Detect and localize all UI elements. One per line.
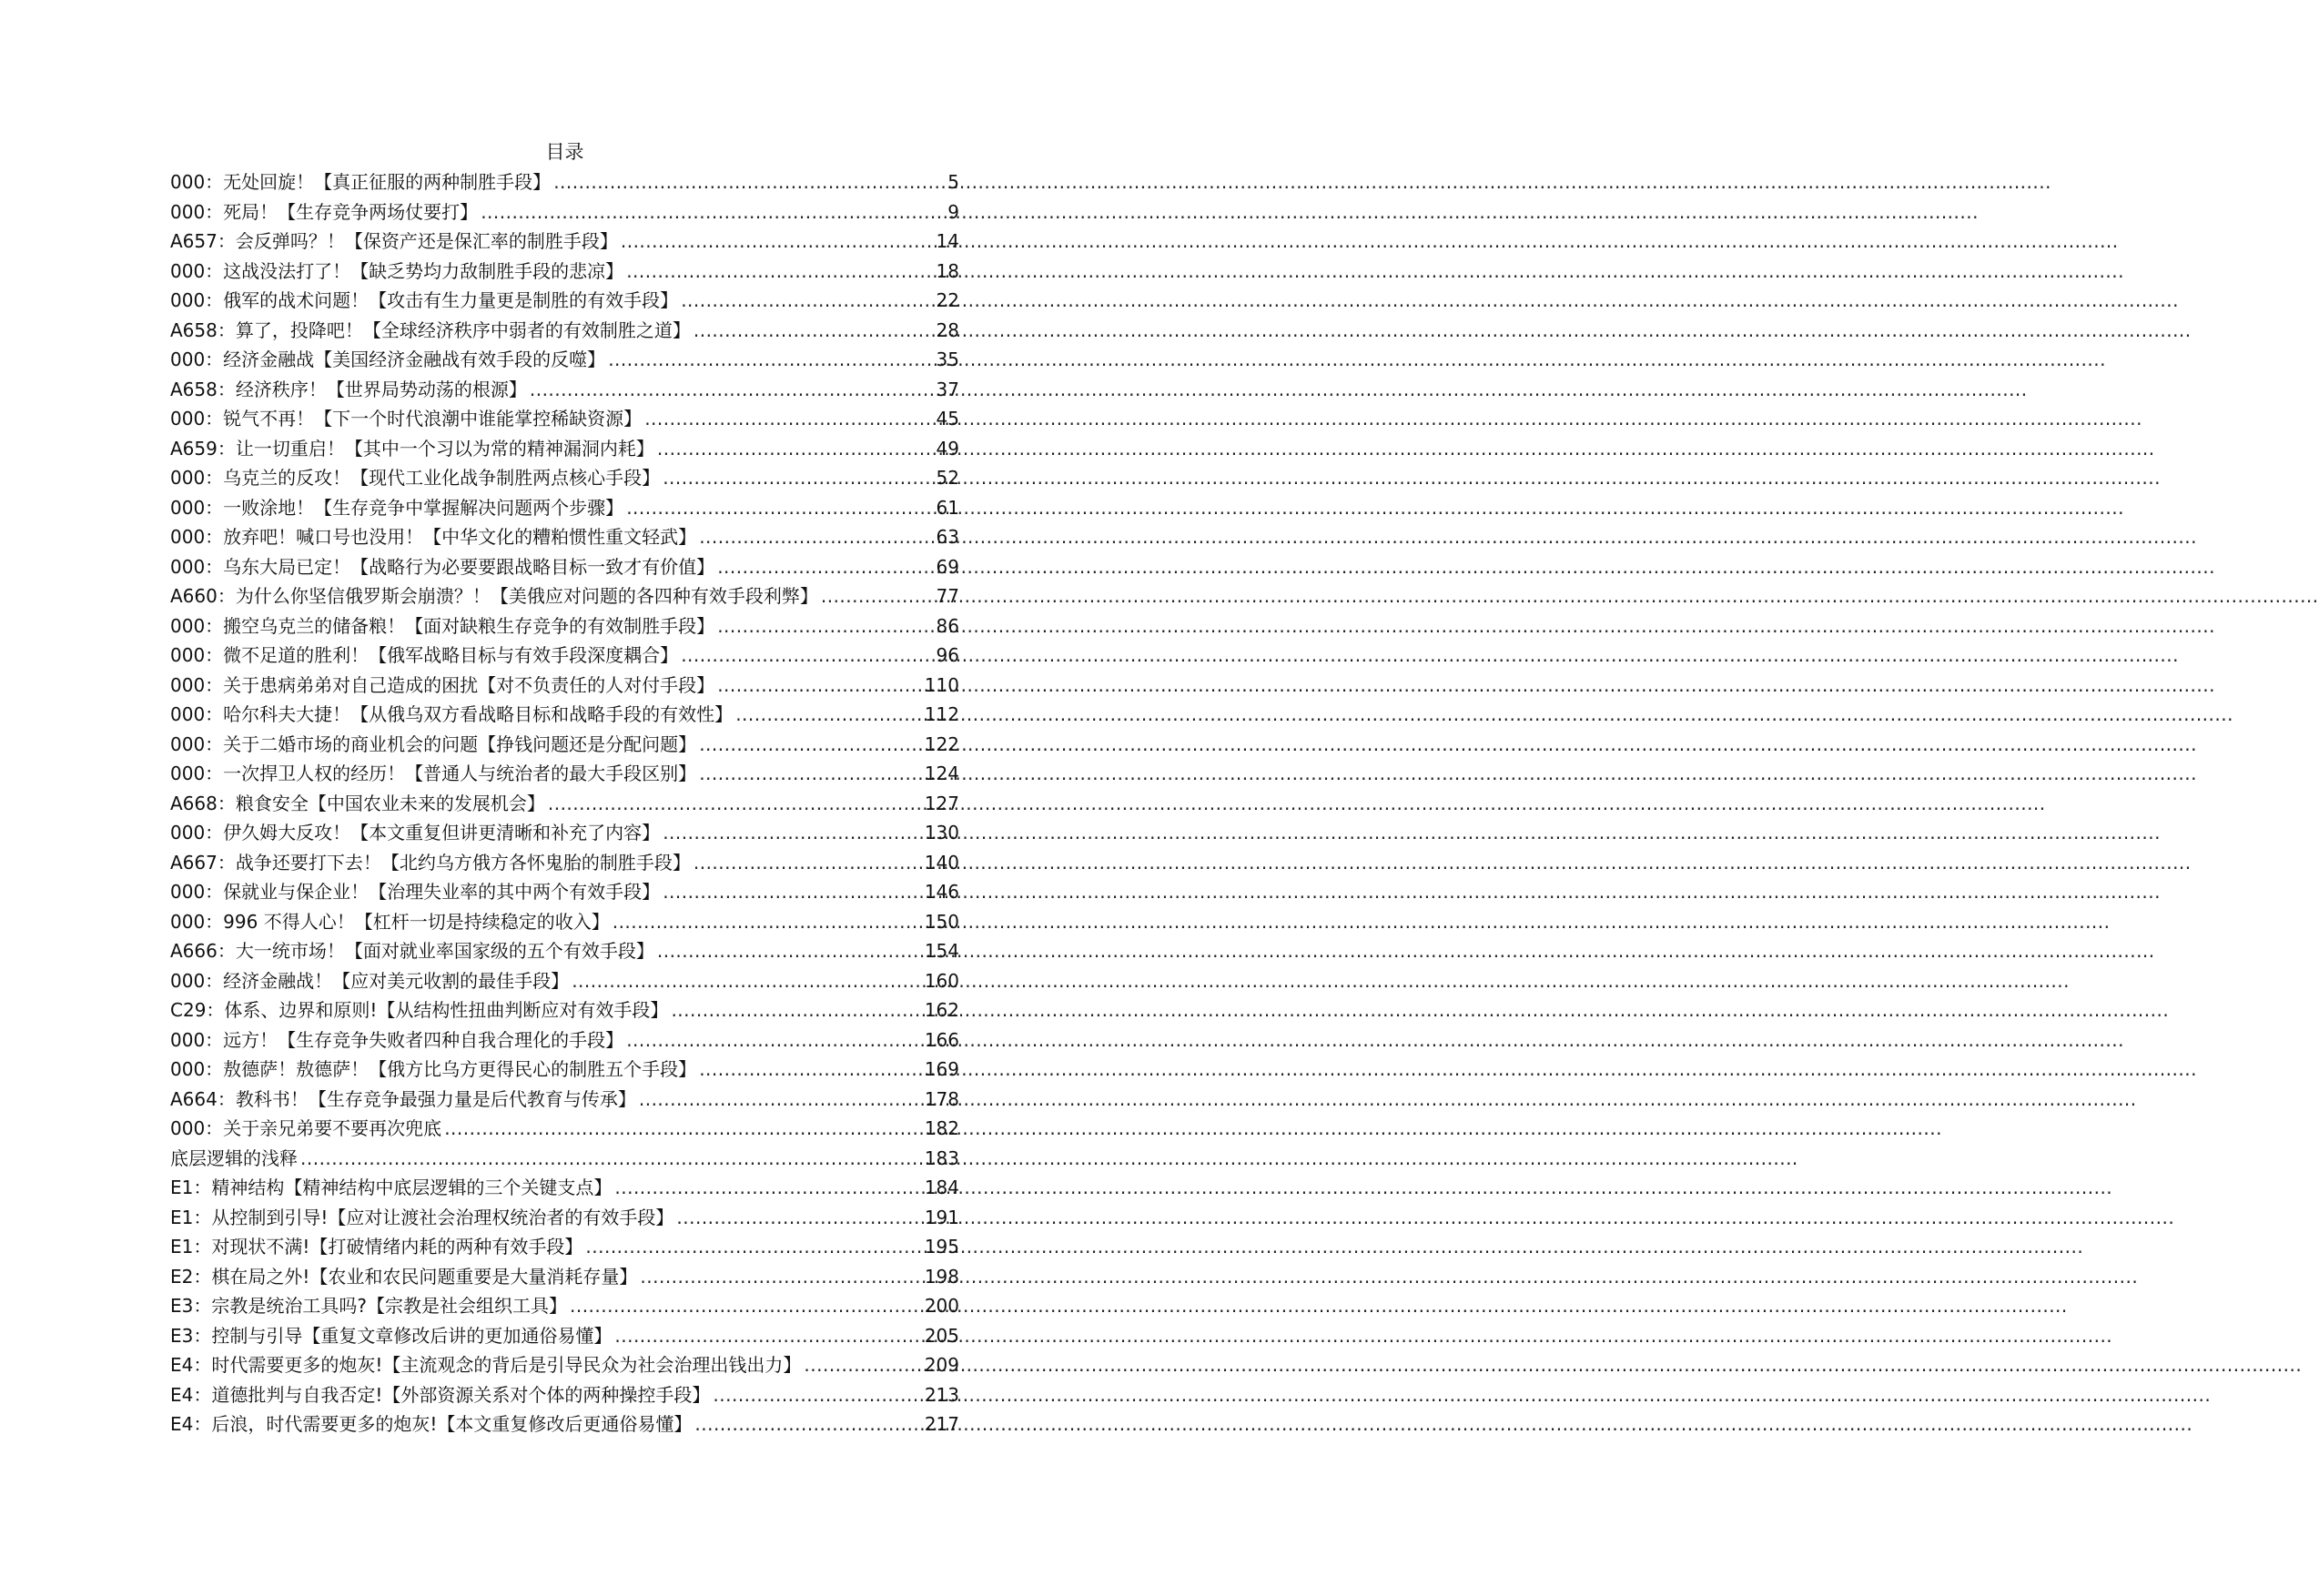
- toc-entry-page-number: 183: [924, 1146, 959, 1169]
- toc-entry-page-number: 178: [924, 1087, 959, 1110]
- toc-entry-title: A660：为什么你坚信俄罗斯会崩溃？！【美俄应对问题的各四种有效手段利弊】: [170, 585, 818, 607]
- toc-entry-page-number: 195: [924, 1236, 959, 1258]
- toc-entry-title: 000：无处回旋！【真正征服的两种制胜手段】: [170, 171, 552, 193]
- dot-leader: [548, 789, 922, 819]
- dot-leader: [639, 1085, 922, 1115]
- toc-entry-title: 000：俄军的战术问题！【攻击有生力量更是制胜的有效手段】: [170, 289, 679, 311]
- toc-entry-title: C29：体系、边界和原则!【从结构性扭曲判断应对有效手段】: [170, 999, 669, 1021]
- toc-entry-title: E3：控制与引导【重复文章修改后讲的更加通俗易懂】: [170, 1324, 613, 1347]
- toc-entry-page-number: 154: [924, 940, 959, 962]
- dot-leader: [681, 286, 933, 316]
- dot-leader: [657, 936, 922, 966]
- toc-entry[interactable]: [170, 463, 959, 493]
- dot-leader: [621, 227, 934, 257]
- dot-leader: [663, 463, 933, 493]
- toc-entry-title: E1：对现状不满!【打破情绪内耗的两种有效手段】: [170, 1236, 583, 1258]
- dot-leader: [735, 700, 922, 730]
- toc-entry[interactable]: [170, 581, 959, 611]
- toc-entry[interactable]: [170, 789, 959, 819]
- toc-entry-page-number: 5: [947, 171, 959, 193]
- toc-entry-page-number: 146: [924, 881, 959, 903]
- toc-entry-page-number: 127: [924, 792, 959, 814]
- toc-entry-title: 000：锐气不再！【下一个时代浪潮中谁能掌控稀缺资源】: [170, 408, 643, 429]
- toc-entry-title: E2：棋在局之外!【农业和农民问题重要是大量消耗存量】: [170, 1265, 638, 1288]
- toc-entry[interactable]: [170, 316, 959, 346]
- toc-entry-page-number: 35: [936, 348, 959, 370]
- dot-leader: [608, 345, 933, 375]
- dot-leader: [640, 1262, 921, 1292]
- toc-entry-title: 000：伊久姆大反攻！【本文重复但讲更清晰和补充了内容】: [170, 822, 661, 843]
- toc-entry[interactable]: [170, 375, 959, 405]
- dot-leader: [699, 1055, 922, 1085]
- toc-entry-title: A667：战争还要打下去！【北约乌方俄方各怀鬼胎的制胜手段】: [170, 851, 691, 874]
- toc-entry[interactable]: [170, 936, 959, 966]
- dot-leader: [699, 730, 922, 760]
- toc-entry-page-number: 124: [924, 763, 959, 784]
- dot-leader: [572, 966, 922, 996]
- toc-entry-page-number: 217: [924, 1413, 959, 1435]
- toc-entry[interactable]: [170, 877, 959, 907]
- dot-leader: [644, 404, 933, 434]
- dot-leader: [694, 848, 922, 878]
- dot-leader: [553, 167, 944, 197]
- dot-leader: [676, 1203, 921, 1233]
- toc-entry[interactable]: [170, 1350, 959, 1380]
- toc-entry-page-number: 140: [924, 851, 959, 874]
- toc-entry-title: 000：一败涂地！【生存竞争中掌握解决问题两个步骤】: [170, 496, 624, 519]
- toc-entry[interactable]: [170, 493, 959, 523]
- table-of-contents: [170, 167, 959, 1439]
- toc-entry[interactable]: [170, 1232, 959, 1262]
- toc-entry[interactable]: [170, 641, 959, 671]
- toc-entry-title: E4：道德批判与自我否定!【外部资源关系对个体的两种操控手段】: [170, 1383, 711, 1406]
- toc-entry-page-number: 86: [936, 614, 959, 637]
- toc-entry-page-number: 52: [936, 467, 959, 489]
- toc-entry-page-number: 191: [924, 1206, 959, 1228]
- toc-entry-page-number: 200: [924, 1295, 959, 1317]
- toc-entry-page-number: 49: [936, 437, 959, 460]
- toc-entry-title: 000：乌克兰的反攻！【现代工业化战争制胜两点核心手段】: [170, 467, 661, 489]
- toc-entry-page-number: 9: [947, 200, 959, 223]
- toc-entry[interactable]: [170, 1144, 959, 1174]
- toc-entry[interactable]: [170, 404, 959, 434]
- dot-leader: [671, 995, 921, 1025]
- toc-entry[interactable]: [170, 1380, 959, 1410]
- toc-entry[interactable]: [170, 907, 959, 937]
- toc-entry[interactable]: [170, 1409, 959, 1439]
- toc-entry-page-number: 166: [924, 1028, 959, 1051]
- toc-entry-title: E1：从控制到引导!【应对让渡社会治理权统治者的有效手段】: [170, 1206, 674, 1228]
- toc-entry-title: E4：时代需要更多的炮灰!【主流观念的背后是引导民众为社会治理出钱出力】: [170, 1354, 802, 1376]
- toc-entry[interactable]: [170, 257, 959, 287]
- toc-entry-page-number: 162: [924, 999, 959, 1021]
- toc-entry-title: 000：微不足道的胜利！【俄军战略目标与有效手段深度耦合】: [170, 644, 679, 666]
- toc-entry-title: 000：一次捍卫人权的经历！【普通人与统治者的最大手段区别】: [170, 763, 697, 784]
- dot-leader: [585, 1232, 921, 1262]
- toc-entry[interactable]: [170, 227, 959, 257]
- toc-entry-page-number: 28: [936, 318, 959, 341]
- toc-entry-title: 000：放弃吧！喊口号也没用！【中华文化的糟粕惯性重文轻武】: [170, 526, 697, 548]
- toc-entry-title: 000：经济金融战！【应对美元收割的最佳手段】: [170, 969, 570, 992]
- toc-entry-title: 000：关于二婚市场的商业机会的问题【挣钱问题还是分配问题】: [170, 732, 697, 755]
- toc-entry-title: E4：后浪，时代需要更多的炮灰!【本文重复修改后更通俗易懂】: [170, 1413, 693, 1435]
- toc-entry-title: A658：经济秩序！【世界局势动荡的根源】: [170, 378, 527, 400]
- toc-entry-title: A664：教科书！【生存竞争最强力量是后代教育与传承】: [170, 1087, 636, 1110]
- toc-entry-title: 000：哈尔科夫大捷！【从俄乌双方看战略目标和战略手段的有效性】: [170, 703, 734, 725]
- toc-entry-title: 000：保就业与保企业！【治理失业率的其中两个有效手段】: [170, 881, 661, 903]
- dot-leader: [717, 552, 933, 582]
- toc-entry-title: E1：精神结构【精神结构中底层逻辑的三个关键支点】: [170, 1177, 613, 1198]
- toc-entry-title: 底层逻辑的浅释: [170, 1146, 298, 1169]
- toc-entry[interactable]: [170, 1262, 959, 1292]
- toc-entry-page-number: 122: [924, 732, 959, 755]
- dot-leader: [300, 1144, 922, 1174]
- dot-leader: [657, 434, 934, 464]
- toc-entry[interactable]: [170, 848, 959, 878]
- dot-leader: [681, 641, 933, 671]
- dot-leader: [663, 877, 922, 907]
- dot-leader: [663, 818, 922, 848]
- toc-entry-page-number: 22: [936, 289, 959, 311]
- document-page: [0, 0, 1129, 1596]
- dot-leader: [614, 1173, 921, 1203]
- toc-entry[interactable]: [170, 730, 959, 760]
- toc-entry[interactable]: [170, 1173, 959, 1203]
- toc-entry[interactable]: [170, 671, 959, 701]
- toc-entry-title: 000：这战没法打了！【缺乏势均力敌制胜手段的悲凉】: [170, 259, 624, 282]
- toc-entry-title: 000：996 不得人心！【杠杆一切是持续稳定的收入】: [170, 910, 610, 933]
- dot-leader: [717, 671, 922, 701]
- toc-entry-title: A658：算了，投降吧！【全球经济秩序中弱者的有效制胜之道】: [170, 318, 691, 341]
- dot-leader: [694, 1409, 921, 1439]
- dot-leader: [530, 375, 934, 405]
- toc-entry[interactable]: [170, 1025, 959, 1056]
- toc-entry-title: 000：远方！【生存竞争失败者四种自我合理化的手段】: [170, 1028, 624, 1051]
- toc-entry-page-number: 69: [936, 555, 959, 578]
- toc-entry[interactable]: [170, 522, 959, 552]
- toc-entry[interactable]: [170, 818, 959, 848]
- toc-entry-page-number: 37: [936, 378, 959, 400]
- toc-entry-title: 000：死局！【生存竞争两场仗要打】: [170, 200, 479, 223]
- toc-entry-title: 000：乌东大局已定！【战略行为必要要跟战略目标一致才有价值】: [170, 555, 715, 578]
- toc-entry-page-number: 209: [924, 1354, 959, 1376]
- toc-entry-page-number: 61: [936, 496, 959, 519]
- toc-entry-page-number: 205: [924, 1324, 959, 1347]
- toc-entry-title: 000：关于亲兄弟要不要再次兜底: [170, 1117, 442, 1139]
- toc-entry-title: 000：敖德萨！敖德萨！【俄方比乌方更得民心的制胜五个手段】: [170, 1058, 697, 1080]
- toc-entry-title: A659：让一切重启！【其中一个习以为常的精神漏洞内耗】: [170, 437, 654, 460]
- toc-entry[interactable]: [170, 1203, 959, 1233]
- toc-entry-page-number: 150: [924, 910, 959, 933]
- toc-title: 目录: [545, 141, 584, 163]
- dot-leader: [481, 197, 944, 227]
- toc-entry-page-number: 14: [936, 230, 959, 252]
- toc-entry[interactable]: [170, 286, 959, 316]
- toc-entry-title: A666：大一统市场！【面对就业率国家级的五个有效手段】: [170, 940, 654, 962]
- toc-entry-page-number: 110: [924, 673, 959, 696]
- toc-entry-title: A668：粮食安全【中国农业未来的发展机会】: [170, 792, 545, 814]
- dot-leader: [570, 1291, 922, 1321]
- toc-entry-title: A657：会反弹吗？！【保资产还是保汇率的制胜手段】: [170, 230, 618, 252]
- toc-entry-title: 000：经济金融战【美国经济金融战有效手段的反噬】: [170, 348, 606, 370]
- toc-entry[interactable]: [170, 552, 959, 582]
- toc-entry[interactable]: [170, 1321, 959, 1351]
- toc-entry-page-number: 198: [924, 1265, 959, 1288]
- dot-leader: [626, 257, 933, 287]
- toc-entry[interactable]: [170, 966, 959, 996]
- toc-entry[interactable]: [170, 197, 959, 227]
- dot-leader: [613, 907, 922, 937]
- toc-entry-page-number: 77: [936, 585, 959, 607]
- toc-entry[interactable]: [170, 759, 959, 789]
- toc-entry-title: 000：关于患病弟弟对自己造成的困扰【对不负责任的人对付手段】: [170, 673, 715, 696]
- toc-entry[interactable]: [170, 1055, 959, 1085]
- dot-leader: [699, 759, 922, 789]
- dot-leader: [626, 1025, 922, 1056]
- toc-entry-page-number: 18: [936, 259, 959, 282]
- toc-entry-page-number: 169: [924, 1058, 959, 1080]
- toc-entry-page-number: 45: [936, 408, 959, 429]
- toc-entry[interactable]: [170, 1085, 959, 1115]
- toc-entry-title: 000：搬空乌克兰的储备粮！【面对缺粮生存竞争的有效制胜手段】: [170, 614, 715, 637]
- toc-entry-page-number: 130: [924, 822, 959, 843]
- toc-entry-page-number: 112: [924, 703, 959, 725]
- toc-entry[interactable]: [170, 434, 959, 464]
- toc-entry[interactable]: [170, 167, 959, 197]
- toc-entry-page-number: 184: [924, 1177, 959, 1198]
- toc-entry-page-number: 213: [924, 1383, 959, 1406]
- toc-entry[interactable]: [170, 1291, 959, 1321]
- toc-entry-page-number: 182: [924, 1117, 959, 1139]
- toc-entry-page-number: 96: [936, 644, 959, 666]
- dot-leader: [614, 1321, 921, 1351]
- toc-entry-title: E3：宗教是统治工具吗?【宗教是社会组织工具】: [170, 1295, 567, 1317]
- toc-entry[interactable]: [170, 995, 959, 1025]
- toc-entry[interactable]: [170, 700, 959, 730]
- toc-entry[interactable]: [170, 611, 959, 641]
- toc-entry-page-number: 63: [936, 526, 959, 548]
- dot-leader: [717, 611, 933, 641]
- toc-entry[interactable]: [170, 345, 959, 375]
- dot-leader: [694, 316, 934, 346]
- dot-leader: [699, 522, 933, 552]
- dot-leader: [804, 1350, 921, 1380]
- dot-leader: [821, 581, 934, 611]
- dot-leader: [713, 1380, 921, 1410]
- toc-entry[interactable]: [170, 1114, 959, 1144]
- toc-entry-page-number: 160: [924, 969, 959, 992]
- dot-leader: [626, 493, 933, 523]
- dot-leader: [444, 1114, 922, 1144]
